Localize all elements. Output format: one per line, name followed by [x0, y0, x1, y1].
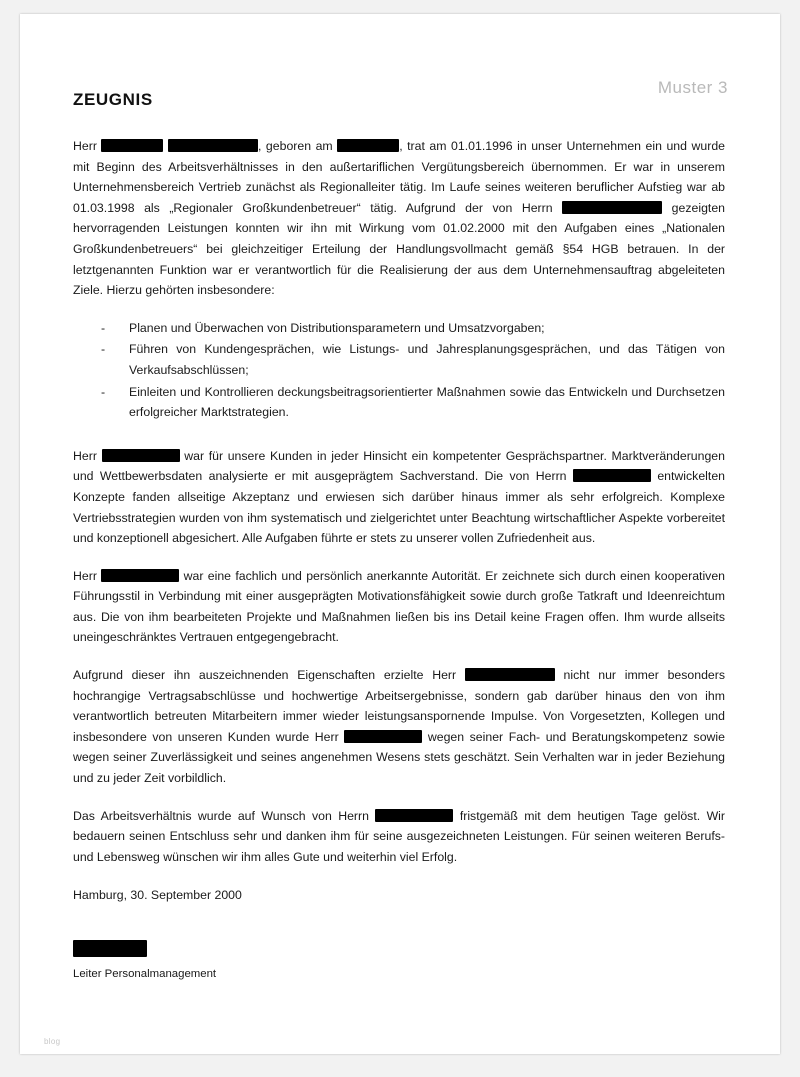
- redacted-name-mention-5: [465, 668, 555, 681]
- redacted-name-mention-1: [562, 201, 662, 214]
- place-and-date: Hamburg, 30. September 2000: [73, 888, 242, 903]
- list-item: - Einleiten und Kontrollieren deckungsbeitragsorientierter Maßnahmen sowie das Entwickeln und Durchsetzen erfolgreicher Marktstrategien.: [101, 382, 725, 423]
- signature-title: Leiter Personalmanagement: [73, 968, 217, 980]
- results-text-a: Aufgrund dieser ihn auszeichnenden Eigenschaften erzielte Herr: [73, 668, 457, 683]
- watermark-label: Muster 3: [657, 78, 728, 97]
- paragraph-termination: [73, 806, 725, 868]
- intro-text-c: , trat am 01.01.1996 in unser Unternehmen ein und wurde mit Beginn des Arbeitsverhältnisses in den außertariflichen Vergütungsbereich übernommen. Er war in unserem Unternehmensbereich Vertrieb zunächst als Regionalleiter tätig. Im Laufe seines weiteren beruflicher Aufstieg war ab 01.03.1998 als „Regionaler Großkundenbetreuer“ tätig. Aufgrund der von Herrn: [73, 139, 725, 215]
- competence-text-b: war für unsere Kunden in jeder Hinsicht ein kompetenter Gesprächspartner. Marktveränderungen und Wettbewerbsdaten analysierte er mit ausgeprägtem Sachverstand. Die von Herrn: [73, 448, 725, 484]
- list-item: - Planen und Überwachen von Distributionsparametern und Umsatzvorgaben;: [101, 318, 725, 339]
- redacted-birth-date: [337, 139, 399, 152]
- redacted-first-name: [101, 139, 163, 152]
- results-text-c: wegen seiner Fach- und Beratungskompetenz sowie wegen seiner Zuverlässigkeit und seines angenehmen Wesens stets geschätzt. Sein Verhalten war in jeder Beziehung und zu jeder Zeit vorbildlich.: [73, 729, 725, 786]
- intro-text-a: Herr: [73, 139, 97, 153]
- document-page: [20, 14, 780, 1054]
- competence-text-c: entwickelten Konzepte fanden allseitige Akzeptanz und erwiesen sich darüber hinaus immer als sehr erfolgreich. Komplexe Vertriebsstrategien wurden von ihm systematisch und zielgerichtet unter Beachtung wirtschaftlicher Aspekte vorbereitet und konzeptionell abgesichert. Alle Aufgaben führte er stets zu unserer vollen Zufriedenheit aus.: [73, 469, 725, 546]
- redacted-signature: [73, 940, 147, 957]
- page-title: ZEUGNIS: [73, 90, 153, 109]
- list-item: - Führen von Kundengesprächen, wie Listungs- und Jahresplanungsgesprächen, und das Tätigen von Verkaufsabschlüssen;: [101, 339, 725, 380]
- duties-list: [73, 318, 725, 423]
- signature-block: [73, 940, 725, 980]
- redacted-name-mention-3: [573, 469, 651, 482]
- termination-text-a: Das Arbeitsverhältnis wurde auf Wunsch von Herrn: [73, 808, 369, 823]
- intro-text-d: gezeigten hervorragenden Leistungen konnten wir ihn mit Wirkung vom 01.02.2000 mit den Aufgaben eines „Nationalen Großkundenbetreuers“ bei gleichzeitiger Erteilung der Handlungsvollmacht gemäß §54 HGB betrauen. In der letztgenannten Funktion war er verantwortlich für die Realisierung der aus dem Unternehmensauftrag abgeleiteten Ziele. Hierzu gehörten insbesondere:: [73, 200, 726, 298]
- redacted-name-mention-4: [101, 569, 179, 582]
- authority-text-a: Herr: [73, 568, 97, 583]
- paragraph-intro: [73, 136, 725, 301]
- authority-text-b: war eine fachlich und persönlich anerkannte Autorität. Er zeichnete sich durch einen kooperativen Führungsstil in Verbindung mit einer ausgeprägten Motivationsfähigkeit sowie durch große Tatkraft und Ideenreichtum aus. Die von ihm bearbeiteten Projekte und Maßnahmen ließen bis ins Detail keine Fragen offen. Ihm wurde allseits uneingeschränktes Vertrauen entgegengebracht.: [73, 568, 726, 645]
- paragraph-results: [73, 665, 725, 789]
- paragraph-authority: [73, 566, 725, 648]
- results-text-b: nicht nur immer besonders hochrangige Vertragsabschlüsse und hochwertige Arbeitsergebnisse, sondern gab darüber hinaus den von ihm verantwortlich betreuten Mitarbeitern immer wieder leistungsanspornende Impulse. Von Vorgesetzten, Kollegen und insbesondere von unseren Kunden wurde Herr: [73, 668, 725, 744]
- document-content: [73, 90, 725, 980]
- redacted-name-mention-2: [102, 449, 180, 462]
- corner-watermark: blog: [44, 1037, 61, 1046]
- intro-text-b: , geboren am: [257, 139, 333, 153]
- competence-text-a: Herr: [73, 448, 97, 463]
- termination-text-b: fristgemäß mit dem heutigen Tage gelöst. Wir bedauern seinen Entschluss sehr und danken ihm für seine ausgezeichneten Leistungen. Für seinen weiteren Berufs- und Lebensweg wünschen wir ihm alles Gute und weiterhin viel Erfolg.: [73, 808, 725, 864]
- redacted-last-name: [168, 139, 258, 152]
- paragraph-competence: [73, 446, 725, 549]
- redacted-name-mention-6: [344, 730, 422, 743]
- redacted-name-mention-7: [375, 809, 453, 822]
